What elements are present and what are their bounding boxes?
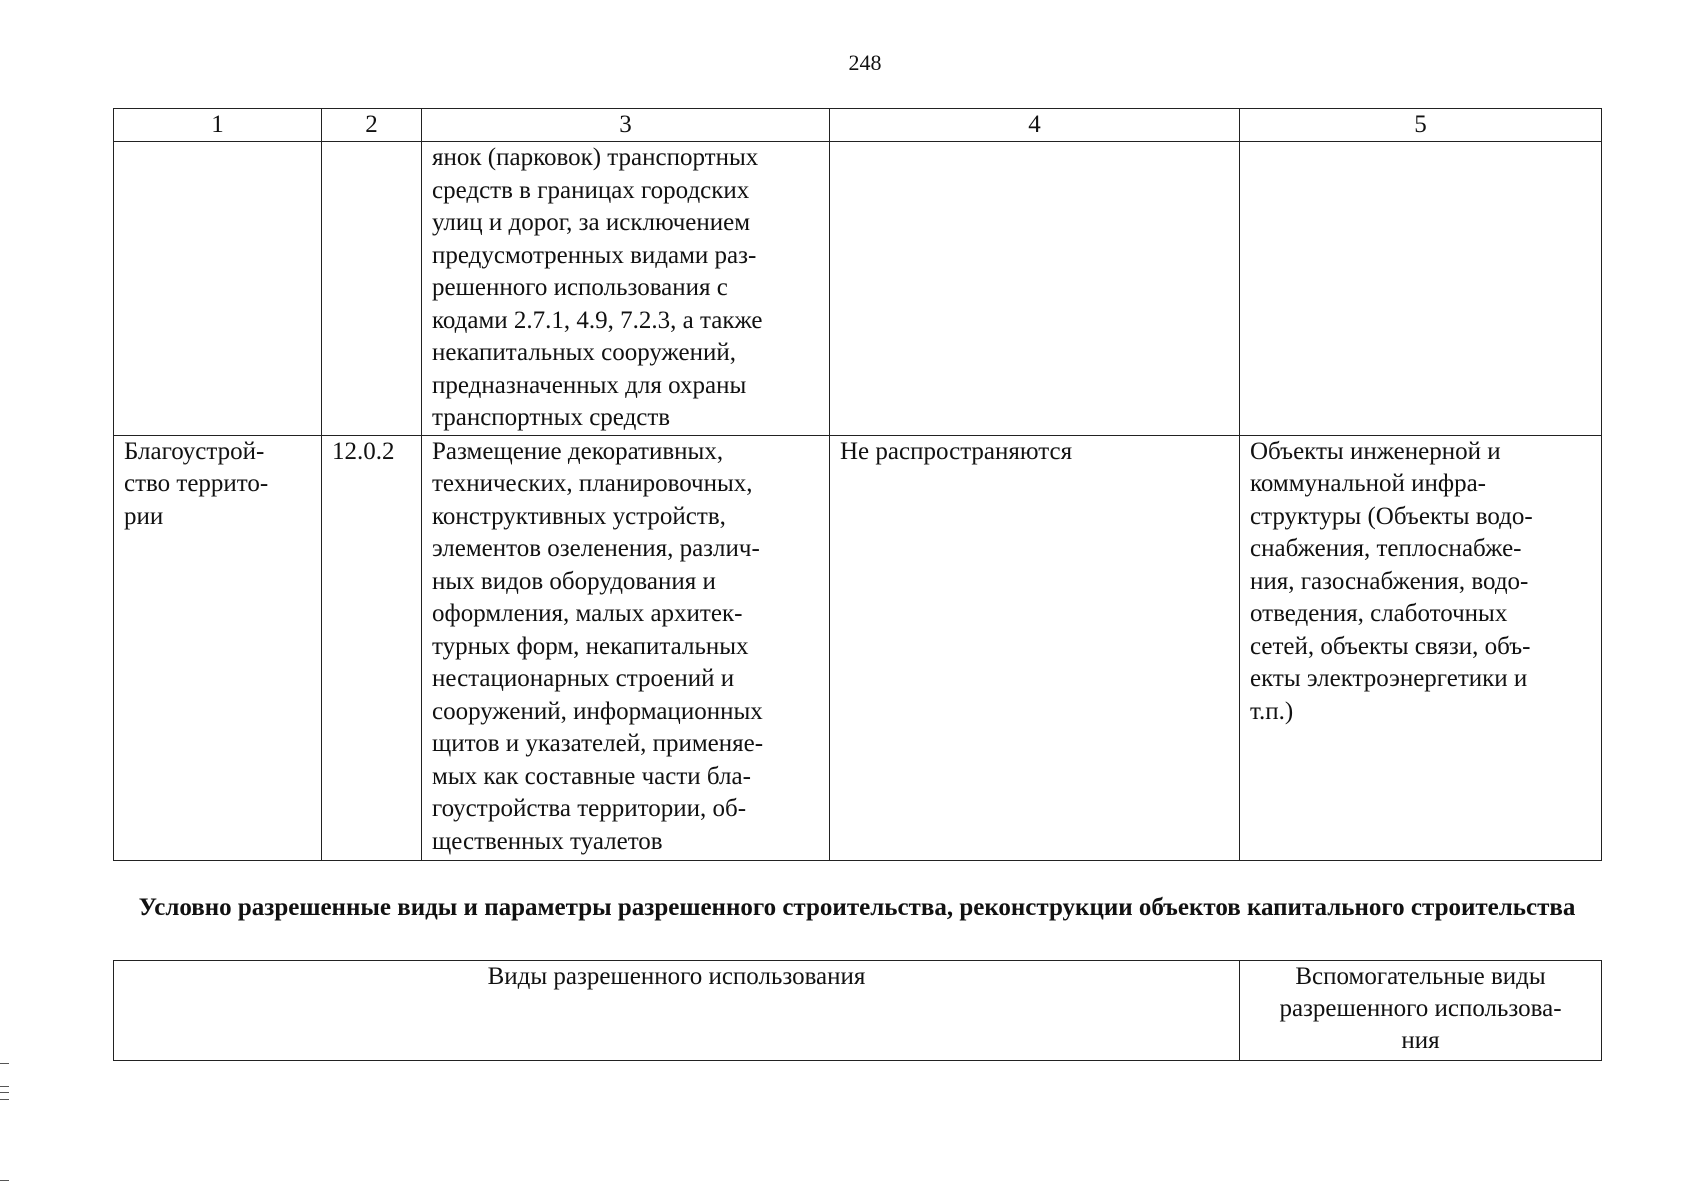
cell-code: 12.0.2 [322, 435, 422, 860]
conditional-use-table [113, 960, 1602, 1061]
header-permitted-uses: Виды разрешенного использования [114, 961, 1240, 1061]
section-title: Условно разрешенные виды и параметры разрешенного строительства, реконструкции объектов капитального строительства [138, 894, 1576, 921]
header-col-1: 1 [114, 109, 322, 142]
margin-mark [0, 1092, 9, 1093]
header-auxiliary-uses: Вспомогательные виды разрешенного использова- ния [1240, 961, 1602, 1061]
cell-description: Размещение декоративных, технических, планировочных, конструктивных устройств, элементов озеленения, различ- ных видов оборудования и оформления, малых архитек- турных форм, некапитальных нестационарных строений и сооружений, информационных щитов и указателей, применяе- мых как составные части бла- гоустройства территории, об- щественных туалетов [422, 435, 830, 860]
cell-auxiliary: Объекты инженерной и коммунальной инфра- структуры (Объекты водо- снабжения, теплоснабже- ния, газоснабжения, водо- отведения, слаботочных сетей, объекты связи, объ- екты электроэнергетики и т.п.) [1240, 435, 1602, 860]
table-row [114, 435, 1602, 860]
table-header-row [114, 109, 1602, 142]
cell-parameters: Не распространяются [830, 435, 1240, 860]
header-col-5: 5 [1240, 109, 1602, 142]
margin-mark [0, 1180, 9, 1181]
land-use-table [113, 108, 1602, 861]
table-header-row [114, 961, 1602, 1061]
cell-code [322, 142, 422, 436]
cell-auxiliary [1240, 142, 1602, 436]
table-row [114, 142, 1602, 436]
margin-mark [0, 1099, 9, 1100]
header-col-4: 4 [830, 109, 1240, 142]
header-col-2: 2 [322, 109, 422, 142]
margin-mark [0, 1063, 9, 1064]
cell-use-name: Благоустрой- ство террито- рии [114, 435, 322, 860]
cell-parameters [830, 142, 1240, 436]
cell-description: янок (парковок) транспортных средств в границах городских улиц и дорог, за исключением предусмотренных видами раз- решенного использования с кодами 2.7.1, 4.9, 7.2.3, а также некапитальных сооружений, предназначенных для охраны транспортных средств [422, 142, 830, 436]
header-col-3: 3 [422, 109, 830, 142]
cell-use-name [114, 142, 322, 436]
page-number: 248 [848, 50, 882, 75]
margin-mark [0, 1086, 9, 1087]
